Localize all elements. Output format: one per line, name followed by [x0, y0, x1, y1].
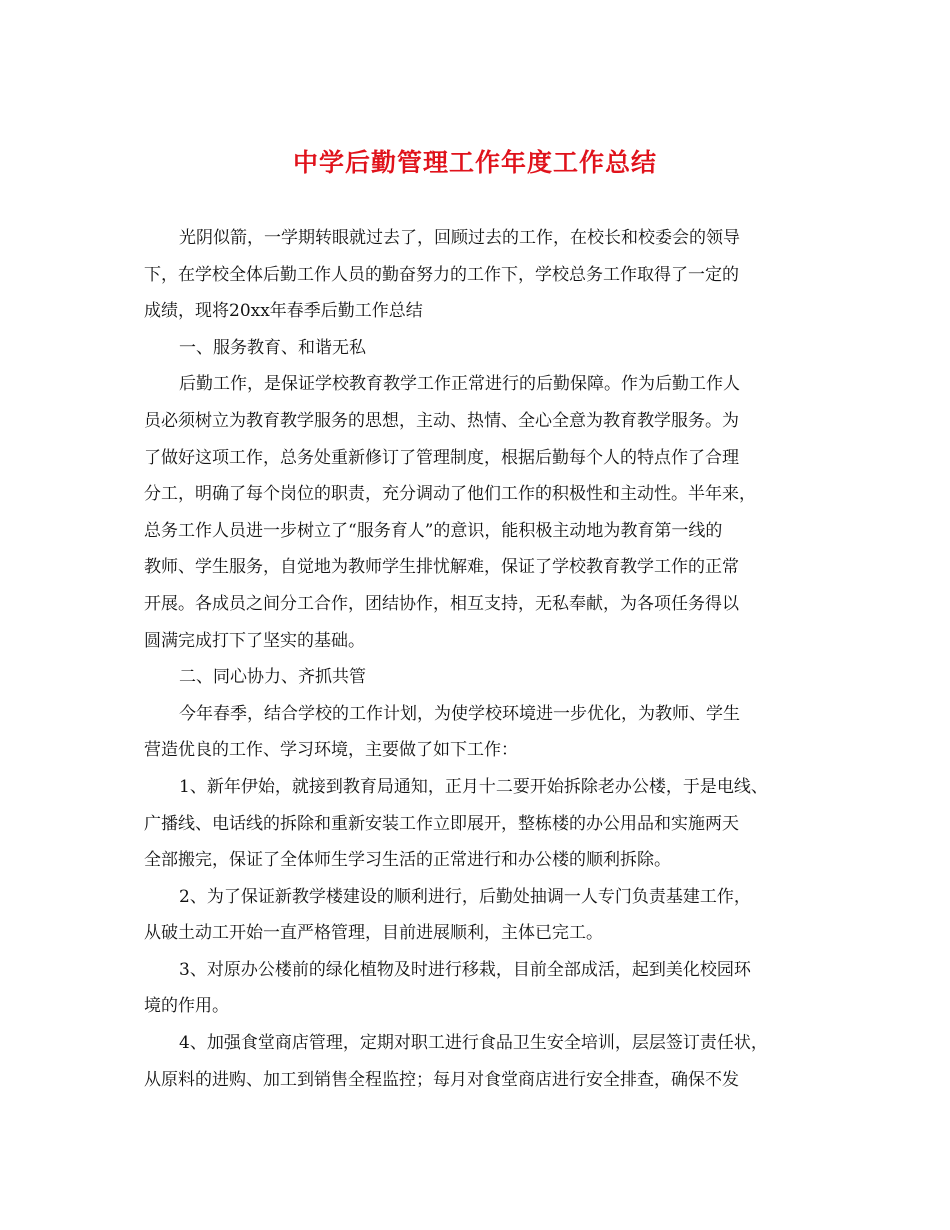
- text-line: 二、同心协力、齐抓共管: [179, 667, 366, 688]
- text-line: 3、对原办公楼前的绿化植物及时进行移栽，目前全部成活，起到美化校园环: [179, 959, 751, 980]
- text-line: 广播线、电话线的拆除和重新安装工作立即展开，整栋楼的办公用品和实施两天: [144, 813, 739, 834]
- text-line: 光阴似箭，一学期转眼就过去了，回顾过去的工作，在校长和校委会的领导: [179, 228, 740, 248]
- text-line: 今年春季，结合学校的工作计划，为使学校环境进一步优化，为教师、学生: [179, 703, 740, 724]
- text-line: 总务工作人员进一步树立了“服务育人”的意识，能积极主动地为教育第一线的: [144, 520, 723, 541]
- text-line: 全部搬完，保证了全体师生学习生活的正常进行和办公楼的顺利拆除。: [144, 850, 671, 871]
- text-line: 教师、学生服务，自觉地为教师学生排忧解难，保证了学校教育教学工作的正常: [144, 557, 739, 578]
- text-line: 一、服务教育、和谐无私: [179, 337, 366, 358]
- text-line: 下，在学校全体后勤工作人员的勤奋努力的工作下，学校总务工作取得了一定的: [144, 264, 739, 285]
- text-line: 境的作用。: [144, 996, 229, 1017]
- text-line: 员必须树立为教育教学服务的思想，主动、热情、全心全意为教育教学服务。为: [144, 410, 739, 431]
- text-line: 4、加强食堂商店管理，定期对职工进行食品卫生安全培训，层层签订责任状，: [179, 1033, 768, 1054]
- text-line: 2、为了保证新教学楼建设的顺利进行，后勤处抽调一人专门负责基建工作，: [179, 886, 751, 907]
- text-line: 从破土动工开始一直严格管理，目前进展顺利，主体已完工。: [144, 923, 603, 944]
- document-title: 中学后勤管理工作年度工作总结: [292, 148, 657, 177]
- text-line: 从原料的进购、加工到销售全程监控；每月对食堂商店进行安全排查，确保不发: [144, 1069, 739, 1090]
- text-line: 开展。各成员之间分工合作，团结协作，相互支持，无私奉献，为各项任务得以: [144, 593, 739, 614]
- text-line: 1、新年伊始，就接到教育局通知，正月十二要开始拆除老办公楼，于是电线、: [179, 776, 768, 797]
- text-line: 圆满完成打下了坚实的基础。: [144, 630, 365, 651]
- text-line: 了做好这项工作，总务处重新修订了管理制度，根据后勤每个人的特点作了合理: [144, 447, 739, 468]
- text-line: 营造优良的工作、学习环境，主要做了如下工作：: [144, 740, 518, 761]
- text-line: 成绩，现将20xx年春季后勤工作总结: [144, 301, 423, 322]
- text-line: 后勤工作，是保证学校教育教学工作正常进行的后勤保障。作为后勤工作人: [179, 374, 740, 395]
- text-line: 分工，明确了每个岗位的职责，充分调动了他们工作的积极性和主动性。半年来，: [144, 484, 756, 505]
- document-body: [144, 220, 814, 1098]
